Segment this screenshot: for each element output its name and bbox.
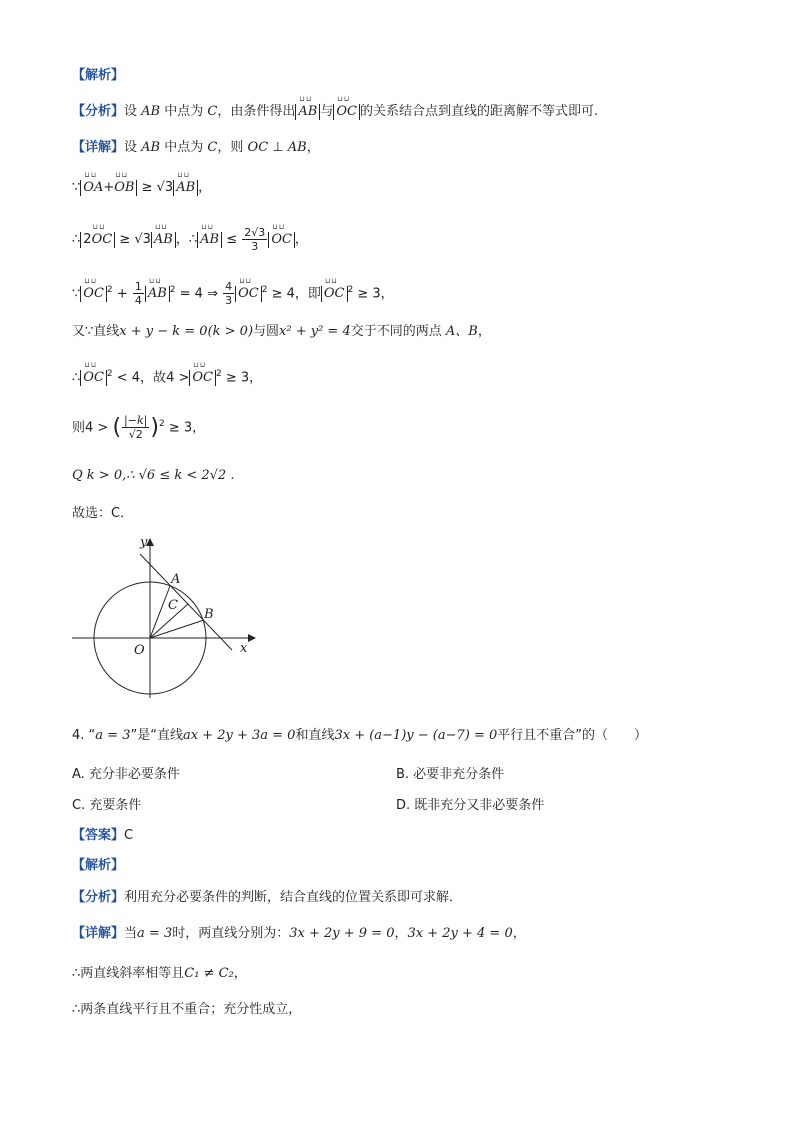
- denominator: √2: [128, 428, 143, 442]
- therefore-symbol: ∴: [72, 370, 81, 386]
- x-axis-arrow: [248, 634, 256, 642]
- text: ”是“直线: [130, 728, 183, 743]
- numerator: |−k|: [124, 414, 148, 428]
- therefore-symbol: ∴: [188, 232, 198, 247]
- fraction-2sqrt3-3: [242, 226, 267, 253]
- vector-oc: └┘└┘ OC: [192, 370, 213, 386]
- label-b: B: [204, 607, 214, 622]
- fenxi-line: [72, 102, 598, 122]
- therefore-symbol: ∴: [72, 232, 81, 247]
- label-x: x: [240, 641, 248, 656]
- math-line-4: [72, 226, 308, 253]
- q4-fenxi: [72, 888, 462, 908]
- square: 2: [261, 285, 268, 295]
- text: 与圆: [253, 324, 280, 339]
- label-o: O: [134, 643, 145, 658]
- math-oc: OC: [247, 140, 269, 155]
- text: 4 >: [166, 370, 190, 386]
- option-c[interactable]: C. 充要条件: [72, 798, 142, 813]
- numerator: 1: [134, 280, 142, 294]
- text: ≥ 3，: [168, 420, 206, 436]
- geq-sqrt3: ≥ √3: [141, 180, 174, 195]
- text: 与: [320, 104, 334, 119]
- c1-neq-c2: C₁ ≠ C₂: [184, 966, 234, 981]
- vector-ab: └┘└┘ AB: [148, 286, 167, 302]
- text: 平行且不重合”的（ ）: [497, 728, 648, 743]
- vector-oc: └┘└┘ OC: [324, 286, 345, 302]
- text: ，: [175, 232, 189, 247]
- text: 中点为: [164, 104, 204, 119]
- vector-oa: └┘└┘ OA: [83, 180, 103, 196]
- jiexi-tag: 【解析】: [72, 858, 125, 873]
- fenxi-tag: 【分析】: [72, 890, 125, 905]
- plus: +: [116, 286, 128, 302]
- abs-oc: [268, 232, 295, 248]
- text: < 4，故: [116, 370, 167, 386]
- vector-oc: └┘└┘ OC: [271, 232, 292, 248]
- line2-equation: 3x + (a−1)y − (a−7) = 0: [334, 728, 498, 743]
- question-number: 4.: [72, 728, 85, 743]
- option-a[interactable]: A. 充分非必要条件: [72, 767, 180, 782]
- leq-symbol: ≤: [226, 232, 238, 247]
- line-equation: x + y − k = 0: [119, 324, 208, 339]
- xiangjie-line: [72, 138, 320, 158]
- fraction-k-sqrt2: [122, 414, 149, 441]
- square: 2: [106, 369, 113, 379]
- vector-ob: └┘└┘ OB: [114, 180, 134, 196]
- circle-equation: x² + y² = 4: [279, 324, 351, 339]
- segment-oa: [150, 586, 170, 638]
- text: ，: [294, 232, 308, 247]
- option-d[interactable]: D. 既非充分又非必要条件: [396, 798, 545, 813]
- text: “: [88, 728, 96, 743]
- vector-ab: └┘└┘ AB: [200, 232, 219, 248]
- math-line-8: 则4 > ( $\frac{|-k|}{√2}$ )$^2$ ≥ 3，: [72, 414, 206, 442]
- text: 和直线: [295, 728, 335, 743]
- choice-conclusion: 故选：C．: [72, 506, 134, 521]
- because-symbol: ∵: [72, 180, 81, 195]
- abs-oc: [333, 104, 360, 120]
- q4-stem: [72, 726, 647, 746]
- q4-jiexi: [72, 856, 124, 876]
- square: 2: [347, 285, 354, 295]
- eq4-implies: = 4 ⇒: [179, 286, 218, 302]
- math-line-9: [72, 466, 234, 486]
- label-a: A: [171, 572, 181, 587]
- numerator: 4: [225, 280, 233, 294]
- coef-2: 2: [83, 232, 92, 247]
- q4-answer: [72, 826, 133, 846]
- math-c: C: [207, 104, 218, 119]
- square: 2: [158, 419, 165, 429]
- math-line-5: [72, 280, 394, 307]
- text: 4 >: [85, 420, 109, 436]
- text: 设: [124, 140, 138, 155]
- square: 2: [106, 285, 113, 295]
- text: ，: [198, 180, 212, 195]
- text: ≥ 3，: [225, 370, 263, 386]
- k-condition: (k > 0): [207, 324, 254, 339]
- answer-value: C: [124, 828, 134, 843]
- circle-figure: [60, 532, 270, 708]
- abs-oc: [189, 370, 216, 386]
- text: 时，两直线分别为：: [172, 926, 290, 941]
- label-y: y: [140, 535, 148, 550]
- text: ，由条件得出: [217, 104, 296, 119]
- condition-a3: a = 3: [137, 926, 173, 941]
- denominator: 3: [251, 240, 259, 253]
- math-line-6: [72, 322, 491, 342]
- xiangjie-tag: 【详解】: [72, 140, 125, 155]
- abs-ab: [151, 232, 176, 248]
- text: 中点为: [164, 140, 204, 155]
- text: 设: [124, 104, 138, 119]
- numerator: 2√3: [244, 226, 266, 239]
- math-c: C: [207, 140, 218, 155]
- math-ab: AB: [141, 104, 161, 119]
- text: 交于不同的两点: [350, 324, 442, 339]
- xiangjie-tag: 【详解】: [72, 926, 125, 941]
- text: ∴两直线斜率相等且: [72, 966, 185, 981]
- jiexi-heading: [72, 66, 124, 86]
- text: ，: [477, 324, 491, 339]
- text: ，: [306, 140, 320, 155]
- answer-line: [72, 504, 133, 524]
- abs-2oc: [80, 232, 115, 248]
- square: 2: [169, 285, 176, 295]
- text: 的关系结合点到直线的距离解不等式即可.: [359, 104, 599, 119]
- answer-tag: 【答案】: [72, 828, 125, 843]
- segment-ob: [150, 620, 204, 638]
- vector-ab: └┘└┘ AB: [298, 104, 317, 120]
- because-symbol: ∵: [72, 286, 81, 302]
- math-ab: AB: [141, 140, 161, 155]
- perp-symbol: ⊥: [272, 140, 284, 155]
- condition-a3: a = 3: [95, 728, 131, 743]
- text: ∴两条直线平行且不重合；充分性成立，: [72, 1002, 302, 1017]
- option-b[interactable]: B. 必要非充分条件: [396, 767, 505, 782]
- vector-oc: └┘└┘ OC: [83, 286, 104, 302]
- square: 2: [215, 369, 222, 379]
- math-line-7: [72, 364, 262, 388]
- vector-oc: └┘└┘ OC: [92, 232, 113, 248]
- label-c: C: [168, 598, 178, 613]
- line1-equation: ax + 2y + 3a = 0: [182, 728, 296, 743]
- fenxi-text: 利用充分必要条件的判断，结合直线的位置关系即可求解．: [124, 890, 463, 905]
- q4-xiangjie: [72, 924, 526, 944]
- vector-oc: └┘└┘ OC: [83, 370, 104, 386]
- vector-ab: └┘└┘ AB: [154, 232, 173, 248]
- text: ≥ 4，即: [271, 286, 321, 302]
- denominator: 3: [225, 294, 233, 308]
- line1-result: 3x + 2y + 9 = 0: [289, 926, 395, 941]
- jiexi-tag: 【解析】: [72, 68, 125, 83]
- plus: +: [103, 180, 115, 195]
- abs-oc: [80, 286, 107, 302]
- q4-line-2: [72, 964, 247, 984]
- abs-ab: [295, 104, 320, 120]
- fraction-4-3: [223, 280, 234, 307]
- abs-sum: [80, 180, 137, 196]
- abs-oc: [80, 370, 107, 386]
- text: ≥ 3，: [357, 286, 394, 302]
- abs-ab: [173, 180, 198, 196]
- text: ，则: [217, 140, 244, 155]
- text: 当: [124, 926, 138, 941]
- fraction-1-4: [133, 280, 144, 307]
- abs-oc: [235, 286, 262, 302]
- math-line-3: [72, 178, 211, 198]
- k-range-conclusion: Q k > 0,∴ √6 ≤ k < 2√2 .: [72, 468, 235, 483]
- vector-oc: └┘└┘ OC: [238, 286, 259, 302]
- points-ab: A、B: [445, 324, 478, 339]
- text: ，: [512, 926, 526, 941]
- abs-ab: [145, 286, 170, 302]
- text: 则: [72, 420, 86, 436]
- vector-ab: └┘└┘ AB: [176, 180, 195, 196]
- text: ，: [233, 966, 247, 981]
- text: 又∵直线: [72, 324, 120, 339]
- geq-sqrt3: ≥ √3: [119, 232, 151, 247]
- q4-line-3: [72, 1000, 301, 1020]
- vector-oc: └┘└┘ OC: [336, 104, 357, 120]
- abs-oc: [321, 286, 348, 302]
- text: ，: [394, 926, 408, 941]
- secant-line: [140, 554, 232, 650]
- math-ab: AB: [287, 140, 307, 155]
- fenxi-tag: 【分析】: [72, 104, 125, 119]
- line2-result: 3x + 2y + 4 = 0: [407, 926, 513, 941]
- denominator: 4: [134, 294, 142, 308]
- abs-ab: [197, 232, 222, 248]
